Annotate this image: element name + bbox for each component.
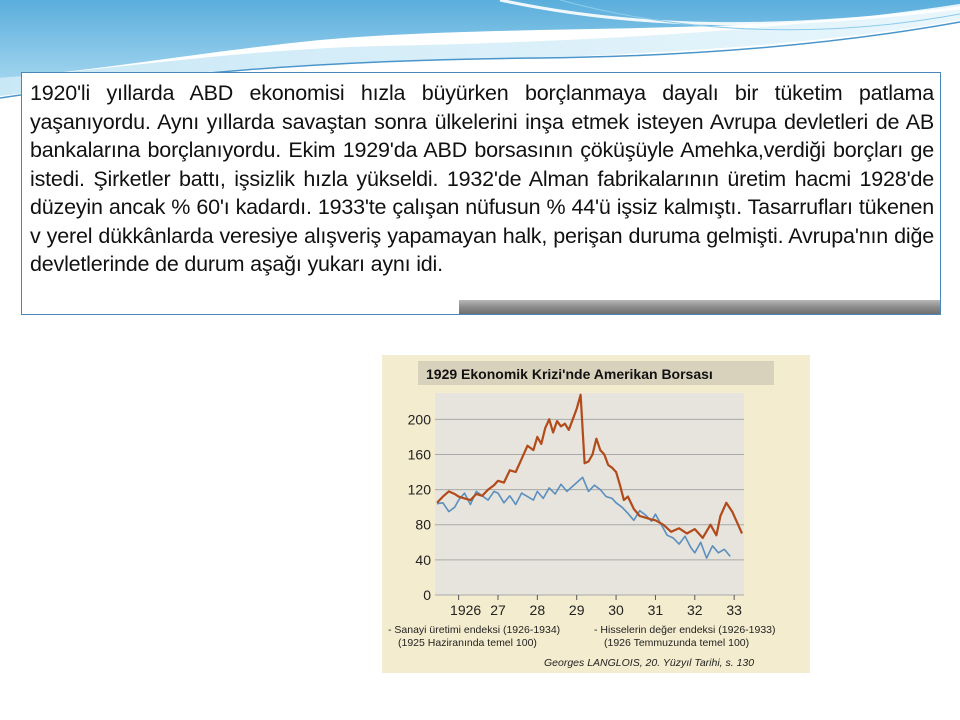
paragraph-text: 1920'li yıllarda ABD ekonomisi hızla büyürken borçlanmaya dayalı bir tüketim patlama yaşanıyordu. Aynı yıllarda savaştan sonra ülkelerini inşa etmek isteyen Avrupa devletleri de AB bankalarına borçlanıyordu. Ekim 1929'da ABD borsasının çöküşüyle Amehka,verdiği borçları ge istedi. Şirketler battı, işsizlik hızla yükseldi. 1932'de Alman fabrikalarının üretim hacmi 1928'de düzeyin ancak % 60'ı kadardı. 1933'te çalışan nüfusun % 44'ü işsiz kalmıştı. Tasarrufları tükenen v yerel dükkânlarda veresiye alışveriş yapamayan halk, perişan duruma gelmişti. Avrupa'nın diğe devletlerinde de durum aşağı yukarı aynı idi.: [30, 81, 934, 276]
plot-area: [435, 393, 744, 595]
x-tick-label: 32: [687, 602, 703, 618]
y-tick-label: 120: [407, 481, 431, 498]
chart-figure: [382, 355, 810, 673]
x-tick-label: 33: [726, 602, 742, 618]
chart-title: 1929 Ekonomik Krizi'nde Amerikan Borsası: [426, 366, 713, 382]
x-tick-label: 1926: [450, 602, 482, 618]
y-tick-label: 200: [407, 411, 431, 428]
legend-entry-line2: (1925 Haziranında temel 100): [398, 637, 537, 649]
text-box: [21, 72, 941, 315]
legend-entry-line2: (1926 Temmuzunda temel 100): [604, 637, 750, 649]
x-tick-label: 31: [647, 602, 664, 618]
x-tick-label: 28: [529, 602, 546, 618]
legend-entry-line1: - Hisselerin değer endeksi (1926-1933): [594, 624, 776, 636]
legend-entry-line1: - Sanayi üretimi endeksi (1926-1934): [388, 624, 561, 636]
y-tick-label: 40: [415, 551, 431, 568]
chart-source: Georges LANGLOIS, 20. Yüzyıl Tarihi, s. 130: [544, 657, 755, 669]
chart-svg: [382, 355, 810, 673]
x-tick-label: 27: [490, 602, 506, 618]
scan-strip: [459, 300, 941, 314]
y-tick-label: 160: [407, 446, 431, 463]
y-tick-label: 80: [415, 516, 431, 533]
x-tick-label: 29: [568, 602, 585, 618]
x-tick-label: 30: [608, 602, 624, 618]
y-tick-label: 0: [423, 587, 431, 603]
